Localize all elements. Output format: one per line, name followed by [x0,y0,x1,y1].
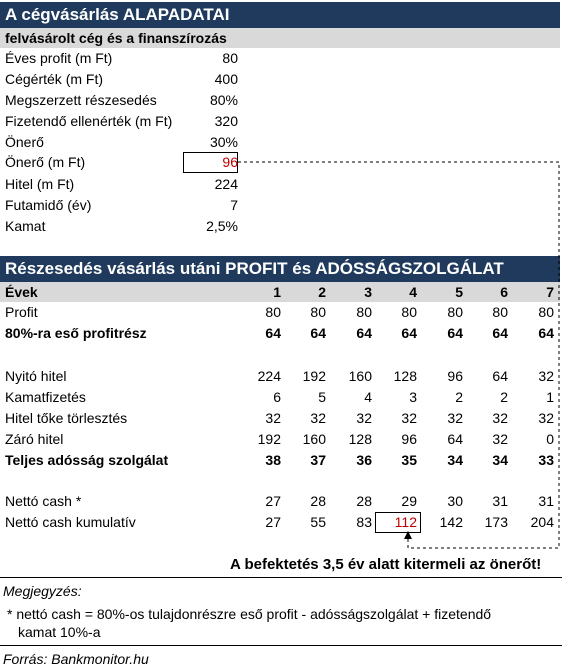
param-label: Önerő (m Ft) [5,154,86,170]
cell: 33 [538,452,554,468]
cell: 64 [447,325,463,341]
cell: 3 [409,389,417,405]
cell: 1 [546,389,554,405]
cell: 80 [447,304,463,320]
cell: 32 [492,410,508,426]
cell: 32 [310,410,326,426]
param-value: 320 [214,113,238,129]
row-label: Teljes adósság szolgálat [5,452,169,468]
cell: 32 [447,410,463,426]
cell: 2 [455,389,463,405]
footnote-heading: Megjegyzés: [3,583,82,599]
param-value: 80 [222,50,238,66]
cell: 128 [393,368,417,384]
year-cell: 5 [455,284,463,300]
cell: 64 [310,325,326,341]
cell: 173 [484,514,508,530]
year-cell: 4 [409,284,417,300]
cell: 30 [447,493,463,509]
cell: 34 [492,452,508,468]
param-label: Fizetendő ellenérték (m Ft) [5,113,173,129]
cell: 83 [356,514,372,530]
cell: 4 [364,389,372,405]
cell: 80 [356,304,372,320]
param-label: Éves profit (m Ft) [5,50,113,66]
cell: 128 [348,431,372,447]
cell: 32 [401,410,417,426]
payback-value: 112 [394,514,417,530]
cell: 142 [439,514,463,530]
cell: 55 [310,514,326,530]
cell: 80 [265,304,281,320]
cell: 80 [538,304,554,320]
cell: 35 [401,452,417,468]
payback-callout: A befektetés 3,5 év alatt kitermeli az önerőt! [230,556,542,573]
cell: 80 [310,304,326,320]
cell: 38 [265,452,281,468]
source: Forrás: Bankmonitor.hu [3,651,149,667]
param-label: Hitel (m Ft) [5,176,75,192]
cell: 160 [302,431,326,447]
onero-value: 96 [222,154,238,170]
row-label: Nettó cash kumulatív [5,514,136,530]
year-cell: 2 [318,284,326,300]
row-label: Hitel tőke törlesztés [5,410,128,426]
bottom-title: Részesedés vásárlás utáni PROFIT és ADÓSSÁGSZOLGÁLAT [0,256,560,282]
cell: 36 [356,452,372,468]
param-value: 7 [230,197,238,213]
row-label: Nyitó hitel [5,368,67,384]
row-label: Záró hitel [5,431,64,447]
cell: 32 [356,410,372,426]
cell: 192 [257,431,281,447]
cell: 64 [356,325,372,341]
cell: 204 [530,514,554,530]
cell: 28 [356,493,372,509]
year-cell: 1 [273,284,281,300]
cell: 64 [538,325,554,341]
year-cell: 7 [546,284,554,300]
param-label: Megszerzett részesedés [5,92,157,108]
row-label: 80%-ra eső profitrész [5,325,147,341]
cell: 192 [302,368,326,384]
cell: 32 [492,431,508,447]
param-value: 224 [214,176,238,192]
cell: 5 [318,389,326,405]
row-label: Nettó cash * [5,493,82,509]
cell: 32 [265,410,281,426]
cell: 31 [538,493,554,509]
footnote-line2: kamat 10%-a [18,624,101,640]
cell: 64 [265,325,281,341]
footnote-line1: * nettó cash = 80%-os tulajdonrészre eső profit - adósságszolgálat + fizetendő [7,606,492,622]
cell: 64 [447,431,463,447]
cell: 28 [310,493,326,509]
top-subtitle: felvásárolt cég és a finanszírozás [0,28,560,48]
cell: 37 [310,452,326,468]
cell: 0 [546,431,554,447]
param-value: 80% [209,92,238,108]
cell: 96 [401,431,417,447]
param-label: Önerő [5,134,44,150]
cell: 80 [401,304,417,320]
param-value: 2,5% [206,218,238,234]
year-cell: 6 [500,284,508,300]
param-label: Futamidő (év) [5,197,92,213]
years-header-label: Évek [5,284,38,300]
row-label: Profit [5,304,38,320]
cell: 31 [492,493,508,509]
cell: 64 [492,368,508,384]
cell: 29 [401,493,417,509]
cell: 160 [348,368,372,384]
param-value: 30% [209,134,238,150]
param-label: Cégérték (m Ft) [5,71,104,87]
cell: 64 [492,325,508,341]
cell: 32 [538,368,554,384]
cell: 64 [401,325,417,341]
param-value: 400 [214,71,238,87]
cell: 224 [257,368,281,384]
divider [0,577,562,578]
cell: 96 [447,368,463,384]
cell: 6 [273,389,281,405]
cell: 27 [265,514,281,530]
cell: 32 [538,410,554,426]
row-label: Kamatfizetés [5,389,86,405]
divider [0,645,562,646]
cell: 80 [492,304,508,320]
param-label: Kamat [5,218,46,234]
cell: 2 [500,389,508,405]
year-cell: 3 [364,284,372,300]
cell: 27 [265,493,281,509]
cell: 34 [447,452,463,468]
top-title: A cégvásárlás ALAPADATAI [0,2,560,28]
